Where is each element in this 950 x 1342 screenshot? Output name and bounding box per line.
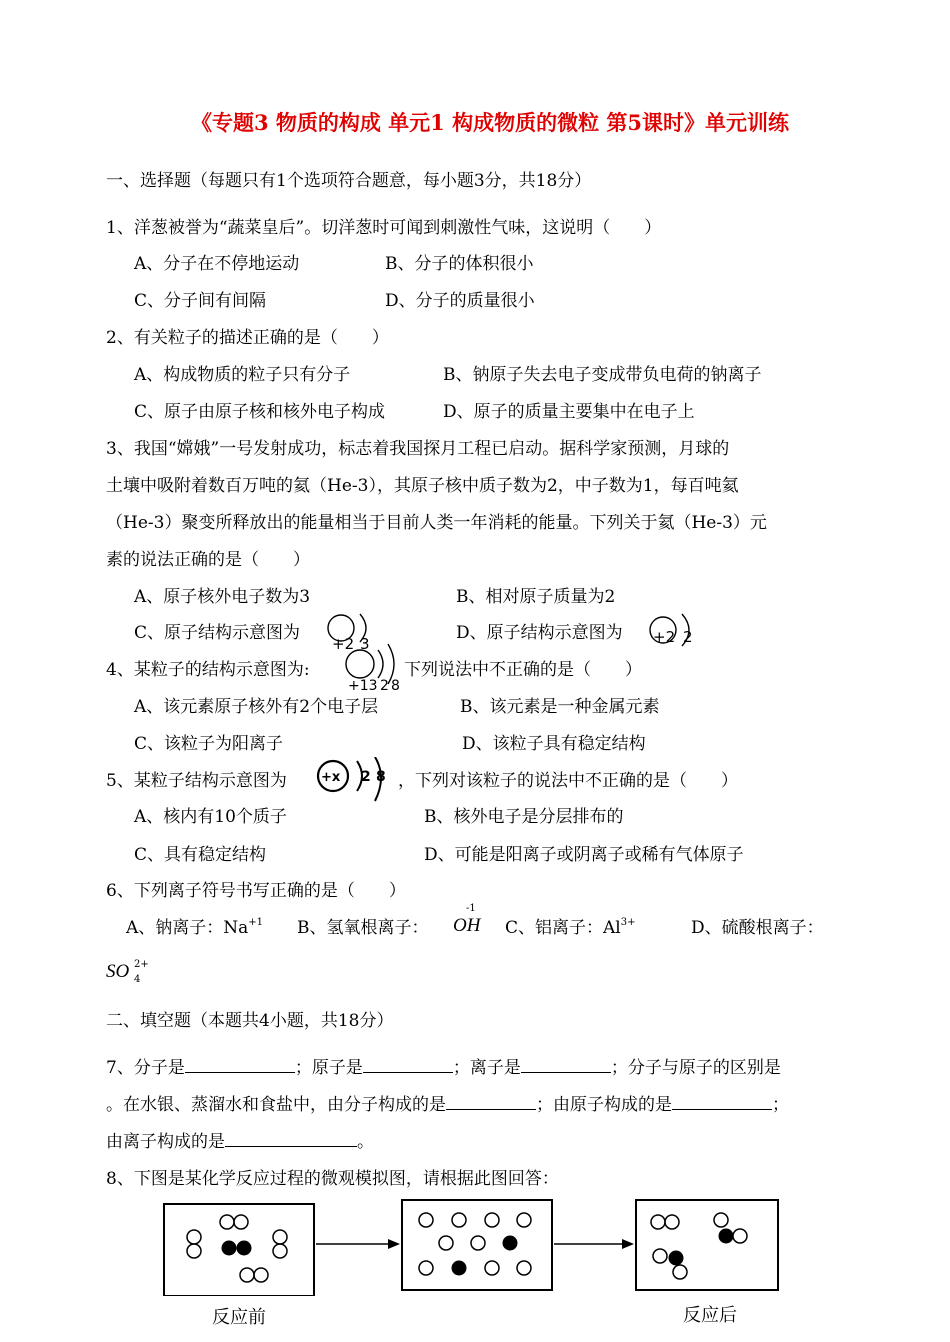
answer-blank-by-ion[interactable] [225,1130,357,1147]
page-title: 《专题3 物质的构成 单元1 构成物质的微粒 第5课时》单元训练 [190,110,790,135]
electron-shell-1-arc [378,650,383,678]
question-1-option-b: B、分子的体积很小 [385,254,534,274]
question-1-option-a: A、分子在不停地运动 [134,254,300,274]
question-3-option-a: A、原子核外电子数为3 [134,587,311,607]
question-7-line-1 [106,1053,781,1078]
question-7-line-3 [106,1127,374,1152]
section-heading-choice: 一、选择题（每题只有1个选项符合题意，每小题3分，共18分） [106,171,592,191]
question-3-line-2: 土壤中吸附着数百万吨的氦（He-3），其原子核中质子数为2，中子数为1，每百吨氦 [106,476,739,496]
shell-1-count: 2 [361,769,371,785]
black-atom [503,1236,518,1251]
question-5-option-b: B、核外电子是分层排布的 [424,807,624,827]
question-4-stem-post: 下列说法中不正确的是（ ） [404,660,642,680]
question-3-option-c: C、原子结构示意图为 [134,623,301,643]
answer-blank-molecule[interactable] [185,1056,295,1073]
q7-text-4: ；分子与原子的区别是 [610,1058,781,1078]
arrow-head [388,1239,400,1249]
option-c-label: C、铝离子：Al [505,918,621,938]
nucleus-charge: +13 [348,678,378,692]
label-before-reaction: 反应前 [212,1307,266,1328]
question-4-option-b: B、该元素是一种金属元素 [460,697,660,717]
question-5-stem-pre: 5、某粒子结构示意图为 [106,771,287,791]
question-6-option-b [297,913,429,938]
question-3-option-d: D、原子结构示意图为 [456,623,623,643]
question-5-option-d: D、可能是阳离子或阴离子或稀有气体原子 [424,845,744,865]
q7-text-2: ；原子是 [294,1058,363,1078]
question-2-option-a: A、构成物质的粒子只有分子 [134,365,351,385]
question-5-option-a: A、核内有10个质子 [134,807,287,827]
q7-text-3: ；离子是 [452,1058,521,1078]
question-4-option-a: A、该元素原子核外有2个电子层 [134,697,379,717]
q7-text-7: ； [772,1095,789,1115]
question-6-stem: 6、下列离子符号书写正确的是（ ） [106,881,406,901]
answer-blank-by-molecule[interactable] [446,1093,536,1110]
question-6-option-c [505,913,635,938]
shell-electron-count: 3 [360,635,370,652]
question-6-option-a [126,913,263,938]
question-3-line-1: 3、我国“嫦娥”一号发射成功，标志着我国探月工程已启动。据科学家预测，月球的 [106,439,730,459]
ion-diagram-q4 [338,640,408,692]
option-d-subscript: 4 [134,974,141,985]
q7-text-6: ；由原子构成的是 [536,1095,672,1115]
option-b-label: B、氢氧根离子： [297,918,429,938]
option-a-label: A、钠离子：Na [126,918,249,938]
products-box [636,1200,778,1290]
black-atom [237,1241,252,1256]
black-atom [719,1229,734,1244]
question-5-option-c: C、具有稳定结构 [134,845,267,865]
ion-diagram-q5 [313,757,397,803]
question-4-stem-pre: 4、某粒子的结构示意图为: [106,660,310,680]
question-3-line-3: （He-3）聚变所释放出的能量相当于目前人类一年消耗的能量。下列关于氦（He-3）元 [106,513,767,533]
black-atom [222,1241,237,1256]
option-b-charge: -1 [466,903,476,914]
arrow-head [622,1239,634,1249]
question-1-option-d: D、分子的质量很小 [385,291,535,311]
question-2-option-d: D、原子的质量主要集中在电子上 [443,402,695,422]
q7-text-8: 由离子构成的是 [106,1132,225,1152]
question-5-stem-post: ，下列对该粒子的说法中不正确的是（ ） [398,771,738,791]
option-d-charge: 2+ [134,959,149,970]
shell-1-count: 2 [380,678,389,692]
answer-blank-atom[interactable] [363,1056,453,1073]
question-1-stem: 1、洋葱被誉为“蔬菜皇后”。切洋葱时可闻到刺激性气味，这说明（ ） [106,218,662,238]
black-atom [452,1261,467,1276]
option-c-charge: 3+ [620,917,636,928]
nucleus-circle [346,650,374,678]
question-7-line-2 [106,1090,789,1115]
reaction-diagram [160,1196,790,1296]
label-after-reaction: 反应后 [683,1305,737,1326]
atom-diagram-d [644,608,704,654]
black-atom [669,1251,684,1266]
question-6-option-d: D、硫酸根离子： [691,918,824,938]
section-heading-fill: 二、填空题（本题共4小题，共18分） [106,1011,394,1031]
option-b-formula: OH [453,915,481,936]
option-d-formula: SO [106,961,130,982]
question-3-line-4: 素的说法正确的是（ ） [106,550,310,570]
shell-2-count: 8 [376,769,386,785]
q7-text-9: 。 [357,1132,374,1152]
question-3-option-b: B、相对原子质量为2 [456,587,616,607]
question-8-stem: 8、下图是某化学反应过程的微观模拟图，请根据此图回答： [106,1169,559,1189]
q7-text-1: 7、分子是 [106,1058,185,1078]
question-4-option-d: D、该粒子具有稳定结构 [462,734,646,754]
shell-electron-count: 2 [683,628,693,646]
q7-text-5: 。在水银、蒸溜水和食盐中，由分子构成的是 [106,1095,446,1115]
answer-blank-ion[interactable] [521,1056,611,1073]
question-2-option-b: B、钠原子失去电子变成带负电荷的钠离子 [443,365,762,385]
question-4-option-c: C、该粒子为阳离子 [134,734,284,754]
nucleus-charge: +2 [653,628,676,646]
question-2-option-c: C、原子由原子核和核外电子构成 [134,402,386,422]
nucleus-charge: +x [321,770,341,785]
question-2-stem: 2、有关粒子的描述正确的是（ ） [106,328,389,348]
option-a-charge: +1 [248,917,264,928]
nucleus-charge: +2 [332,635,355,652]
question-1-option-c: C、分子间有间隔 [134,291,267,311]
answer-blank-by-atom[interactable] [672,1093,772,1110]
shell-2-count: 8 [391,678,400,692]
